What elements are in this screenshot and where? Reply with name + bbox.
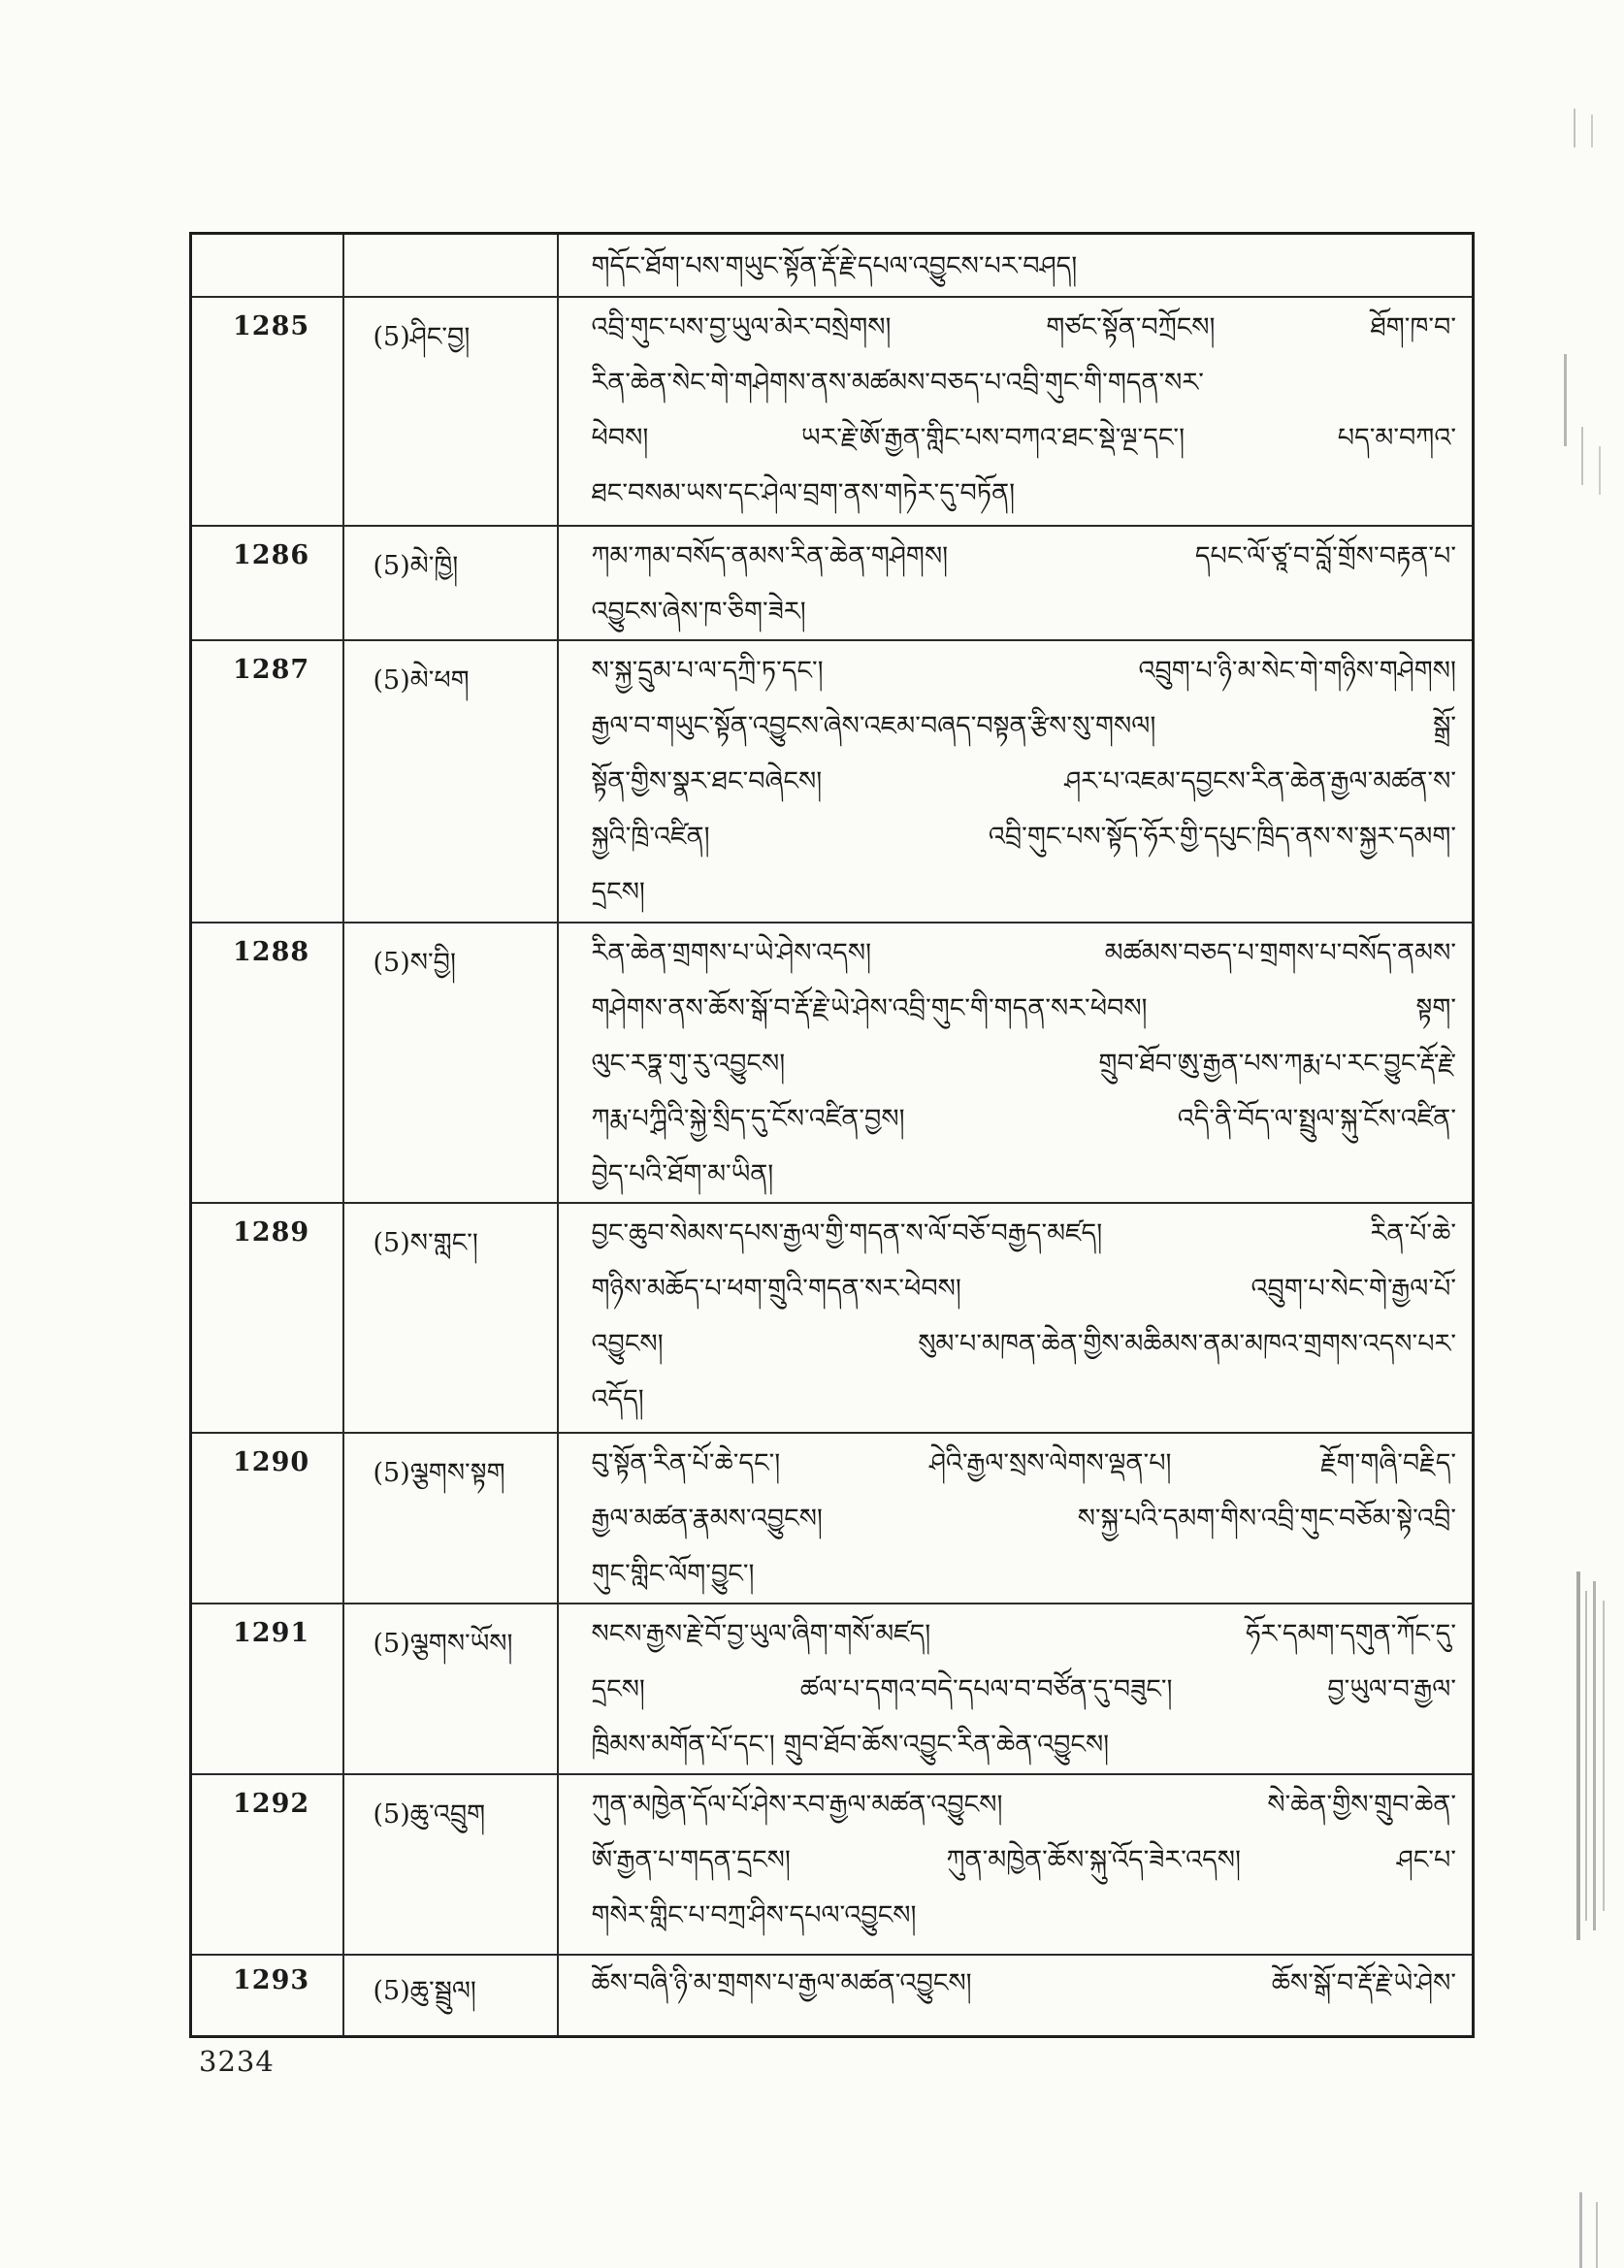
year-number: 1289 [233,1216,310,1247]
entry-text-line: བུ་སྟོན་རིན་པོ་ཆེ་དང་། ཤེའི་རྒྱལ་སྲས་ལེགས་ལྡན་པ། རྗོག་གཞི་བརྗིད་ [591,1447,1456,1478]
entry-text-line: དྲངས། [591,876,645,907]
entry-text-line: སྟོན་གྱིས་སྣར་ཐང་བཞེངས། ཤར་པ་འཇམ་དབྱངས་རིན་ཆེན་རྒྱལ་མཚན་ས་ [591,765,1456,796]
table-row [191,1433,1474,1604]
entry-text-line: ཀུན་མཁྱེན་དོལ་པོ་ཤེས་རབ་རྒྱལ་མཚན་འབྱུངས། སེ་ཆེན་གྱིས་གྲུབ་ཆེན་ [591,1789,1456,1820]
entry-text-line: གུང་གླིང་ལོག་བྱུང་། [591,1558,755,1589]
entry-text-line: འབྱུངས། སུམ་པ་མཁན་ཆེན་གྱིས་མཆིམས་ནམ་མཁའ་གྲགས་འདས་པར་ [591,1328,1456,1359]
cycle-year-label: (5)ལྕགས་ཡོས། [373,1628,513,1659]
scan-artifact [1593,1581,1596,1930]
year-number: 1286 [233,539,310,570]
cycle-year-label: (5)མེ་ཕག [373,664,470,696]
year-cell [191,640,343,923]
table-row [191,1774,1474,1955]
event-text-cell [558,234,1474,297]
entry-text-line: ཕེབས། ཡར་རྗེ་ཨོ་རྒྱན་གླིང་པས་བཀའ་ཐང་སྡེ་ལྔ་དང་། པད་མ་བཀའ་ [591,422,1456,453]
scan-artifact [1579,2192,1582,2268]
cycle-year-label: (5)མེ་ཁྱི། [373,550,459,581]
table-row [191,1604,1474,1774]
year-number: 1292 [233,1788,310,1819]
event-text-cell [558,297,1474,526]
year-cell [191,526,343,640]
cycle-year-label: (5)ཆུ་སྦྲུལ། [373,1975,476,2006]
cycle-year-cell [343,1955,558,2037]
year-cell [191,297,343,526]
year-number: 1290 [233,1446,310,1477]
event-text-cell [558,1774,1474,1955]
cycle-year-label: (5)ཆུ་འབྲུག [373,1798,486,1830]
scan-artifact [1581,427,1583,485]
cycle-year-cell [343,526,558,640]
scan-artifact [1574,109,1575,147]
scan-artifact [1599,446,1601,495]
entry-text-line: ལུང་རཏྣ་གུ་རུ་འབྱུངས། གྲུབ་ཐོབ་ཨུ་རྒྱན་པས་ཀརྨ་པ་རང་བྱུང་རྡོ་རྗེ་ [591,1048,1456,1079]
table-row [191,297,1474,526]
entry-text-line: གདོང་ཐོག་པས་གཡུང་སྟོན་རྡོ་རྗེ་དཔལ་འབྱུངས་པར་བཤད། [591,251,1078,281]
table-row [191,923,1474,1203]
entry-text-line: དྲངས། ཚལ་པ་དགའ་བདེ་དཔལ་བ་བཙོན་དུ་བཟུང་། བྱ་ཡུལ་བ་རྒྱལ་ [591,1673,1456,1704]
event-text-cell [558,526,1474,640]
entry-text-line: ཆོས་བཞི་ཉི་མ་གྲགས་པ་རྒྱལ་མཚན་འབྱུངས། ཆོས་སྒོ་བ་རྡོ་རྗེ་ཡེ་ཤེས་ [591,1967,1456,1998]
year-cell [191,1774,343,1955]
entry-text-line: བྱང་ཆུབ་སེམས་དཔས་རྒྱལ་གྱི་གདན་ས་ལོ་བཅོ་བརྒྱད་མཛད། རིན་པོ་ཆེ་ [591,1217,1456,1248]
cycle-year-cell [343,1203,558,1433]
year-cell [191,1955,343,2037]
scan-artifact [1596,2202,1598,2268]
scan-artifact [1576,1571,1580,1940]
entry-text-line: གསེར་གླིང་པ་བཀྲ་ཤིས་དཔལ་འབྱུངས། [591,1899,917,1930]
cycle-year-label: (5)ལྕགས་སྟག [373,1457,505,1488]
entry-text-line: ཐང་བསམ་ཡས་དང་ཤེལ་བྲག་ནས་གཏེར་དུ་བཏོན། [591,477,1016,508]
entry-text-line: ཨོ་རྒྱན་པ་གདན་དྲངས། ཀུན་མཁྱེན་ཆོས་སྐུ་འོད་ཟེར་འདས། ཤང་པ་ [591,1844,1456,1875]
page-number: 3234 [199,2045,275,2078]
year-number: 1287 [233,654,310,685]
entry-text-line: སྐྱའི་ཁྲི་འཛིན། འབྲི་གུང་པས་སྟོད་ཧོར་གྱི་དཔུང་ཁྲིད་ནས་ས་སྐྱར་དམག་ [591,821,1456,852]
year-number: 1293 [233,1964,310,1995]
year-cell [191,923,343,1203]
year-cell [191,234,343,297]
year-number: 1285 [233,310,310,341]
entry-text-line: གཤེགས་ནས་ཆོས་སྒོ་བ་རྡོ་རྗེ་ཡེ་ཤེས་འབྲི་གུང་གི་གདན་སར་ཕེབས། སྟག་ [591,992,1456,1023]
entry-text-line: རྒྱལ་བ་གཡུང་སྟོན་འབྱུངས་ཞེས་འཇམ་བཞད་བསྟན་རྩིས་སུ་གསལ། སྒྲོ་ [591,710,1456,741]
scan-artifact [1591,114,1593,147]
cycle-year-label: (5)ས་གླང་། [373,1227,478,1258]
scan-artifact [1564,354,1567,446]
event-text-cell [558,1955,1474,2037]
year-number: 1291 [233,1617,310,1648]
entry-text-line: རིན་ཆེན་གྲགས་པ་ཡེ་ཤེས་འདས། མཚམས་བཅད་པ་གྲགས་པ་བསོད་ནམས་ [591,937,1456,968]
cycle-year-cell [343,1433,558,1604]
table-row [191,1955,1474,2037]
year-cell [191,1433,343,1604]
entry-text-line: གཉིས་མཆོད་པ་ཕག་གྲུའི་གདན་སར་ཕེབས། འབྲུག་པ་སེང་གེ་རྒྱལ་པོ་ [591,1273,1456,1304]
cycle-year-cell [343,640,558,923]
cycle-year-cell [343,1604,558,1774]
entry-text-line: ཀརྨ་པཀྴིའི་སྐྱེ་སྲིད་དུ་ངོས་འཛིན་བྱས། འདི་ནི་བོད་ལ་སྤྲུལ་སྐུ་ངོས་འཛིན་ [591,1103,1456,1134]
cycle-year-label: (5)ཤིང་བྱ། [373,321,471,352]
entry-text-line: སངས་རྒྱས་རྗེ་བོ་བྱ་ཡུལ་ཞིག་གསོ་མཛད། ཧོར་དམག་དགུན་ཀོང་དུ་ [591,1618,1456,1649]
table-row [191,640,1474,923]
entry-text-line: ཁྲིམས་མགོན་པོ་དང་། གྲུབ་ཐོབ་ཆོས་འབྱུང་རིན་ཆེན་འབྱུངས། [591,1729,1110,1760]
year-cell [191,1203,343,1433]
entry-text-line: བྱེད་པའི་ཐོག་མ་ཡིན། [591,1158,774,1189]
table-row-continuation [191,234,1474,297]
event-text-cell [558,1433,1474,1604]
event-text-cell [558,1203,1474,1433]
table-row [191,526,1474,640]
entry-text-line: རིན་ཆེན་སེང་གེ་གཤེགས་ནས་མཚམས་བཅད་པ་འབྲི་གུང་གི་གདན་སར་ [591,367,1204,398]
cycle-year-label: (5)ས་བྱི། [373,947,456,978]
cycle-year-cell [343,234,558,297]
scan-artifact [1603,1601,1605,1911]
entry-text-line: འབྲི་གུང་པས་བྱ་ཡུལ་མེར་བསྲེགས། གཙང་སྟོན་བཀྲོངས། ཐོག་ཁ་བ་ [591,311,1456,342]
table-row [191,1203,1474,1433]
entry-text-line: ཀམ་ཀམ་བསོད་ནམས་རིན་ཆེན་གཤེགས། དཔང་ལོ་ཙཱ་བ་བློ་གྲོས་བརྟན་པ་ [591,540,1456,571]
entry-text-line: འབྱུངས་ཞེས་ཁ་ཅིག་ཟེར། [591,596,806,627]
year-number: 1288 [233,936,310,967]
event-text-cell [558,923,1474,1203]
entry-text-line: རྒྱལ་མཚན་རྣམས་འབྱུངས། ས་སྐྱ་པའི་དམག་གིས་འབྲི་གུང་བཅོམ་སྟེ་འབྲི་ [591,1503,1456,1534]
scan-artifact [1585,1591,1587,1921]
chronology-table [189,232,1475,2038]
cycle-year-cell [343,923,558,1203]
event-text-cell [558,640,1474,923]
year-cell [191,1604,343,1774]
entry-text-line: འདོད། [591,1383,644,1414]
cycle-year-cell [343,297,558,526]
cycle-year-cell [343,1774,558,1955]
entry-text-line: ས་སྐྱ་དྲུམ་པ་ལ་དཀྲི་ཏ་དང་། འབྲུག་པ་ཉི་མ་སེང་གེ་གཉིས་གཤེགས། [591,655,1456,686]
event-text-cell [558,1604,1474,1774]
